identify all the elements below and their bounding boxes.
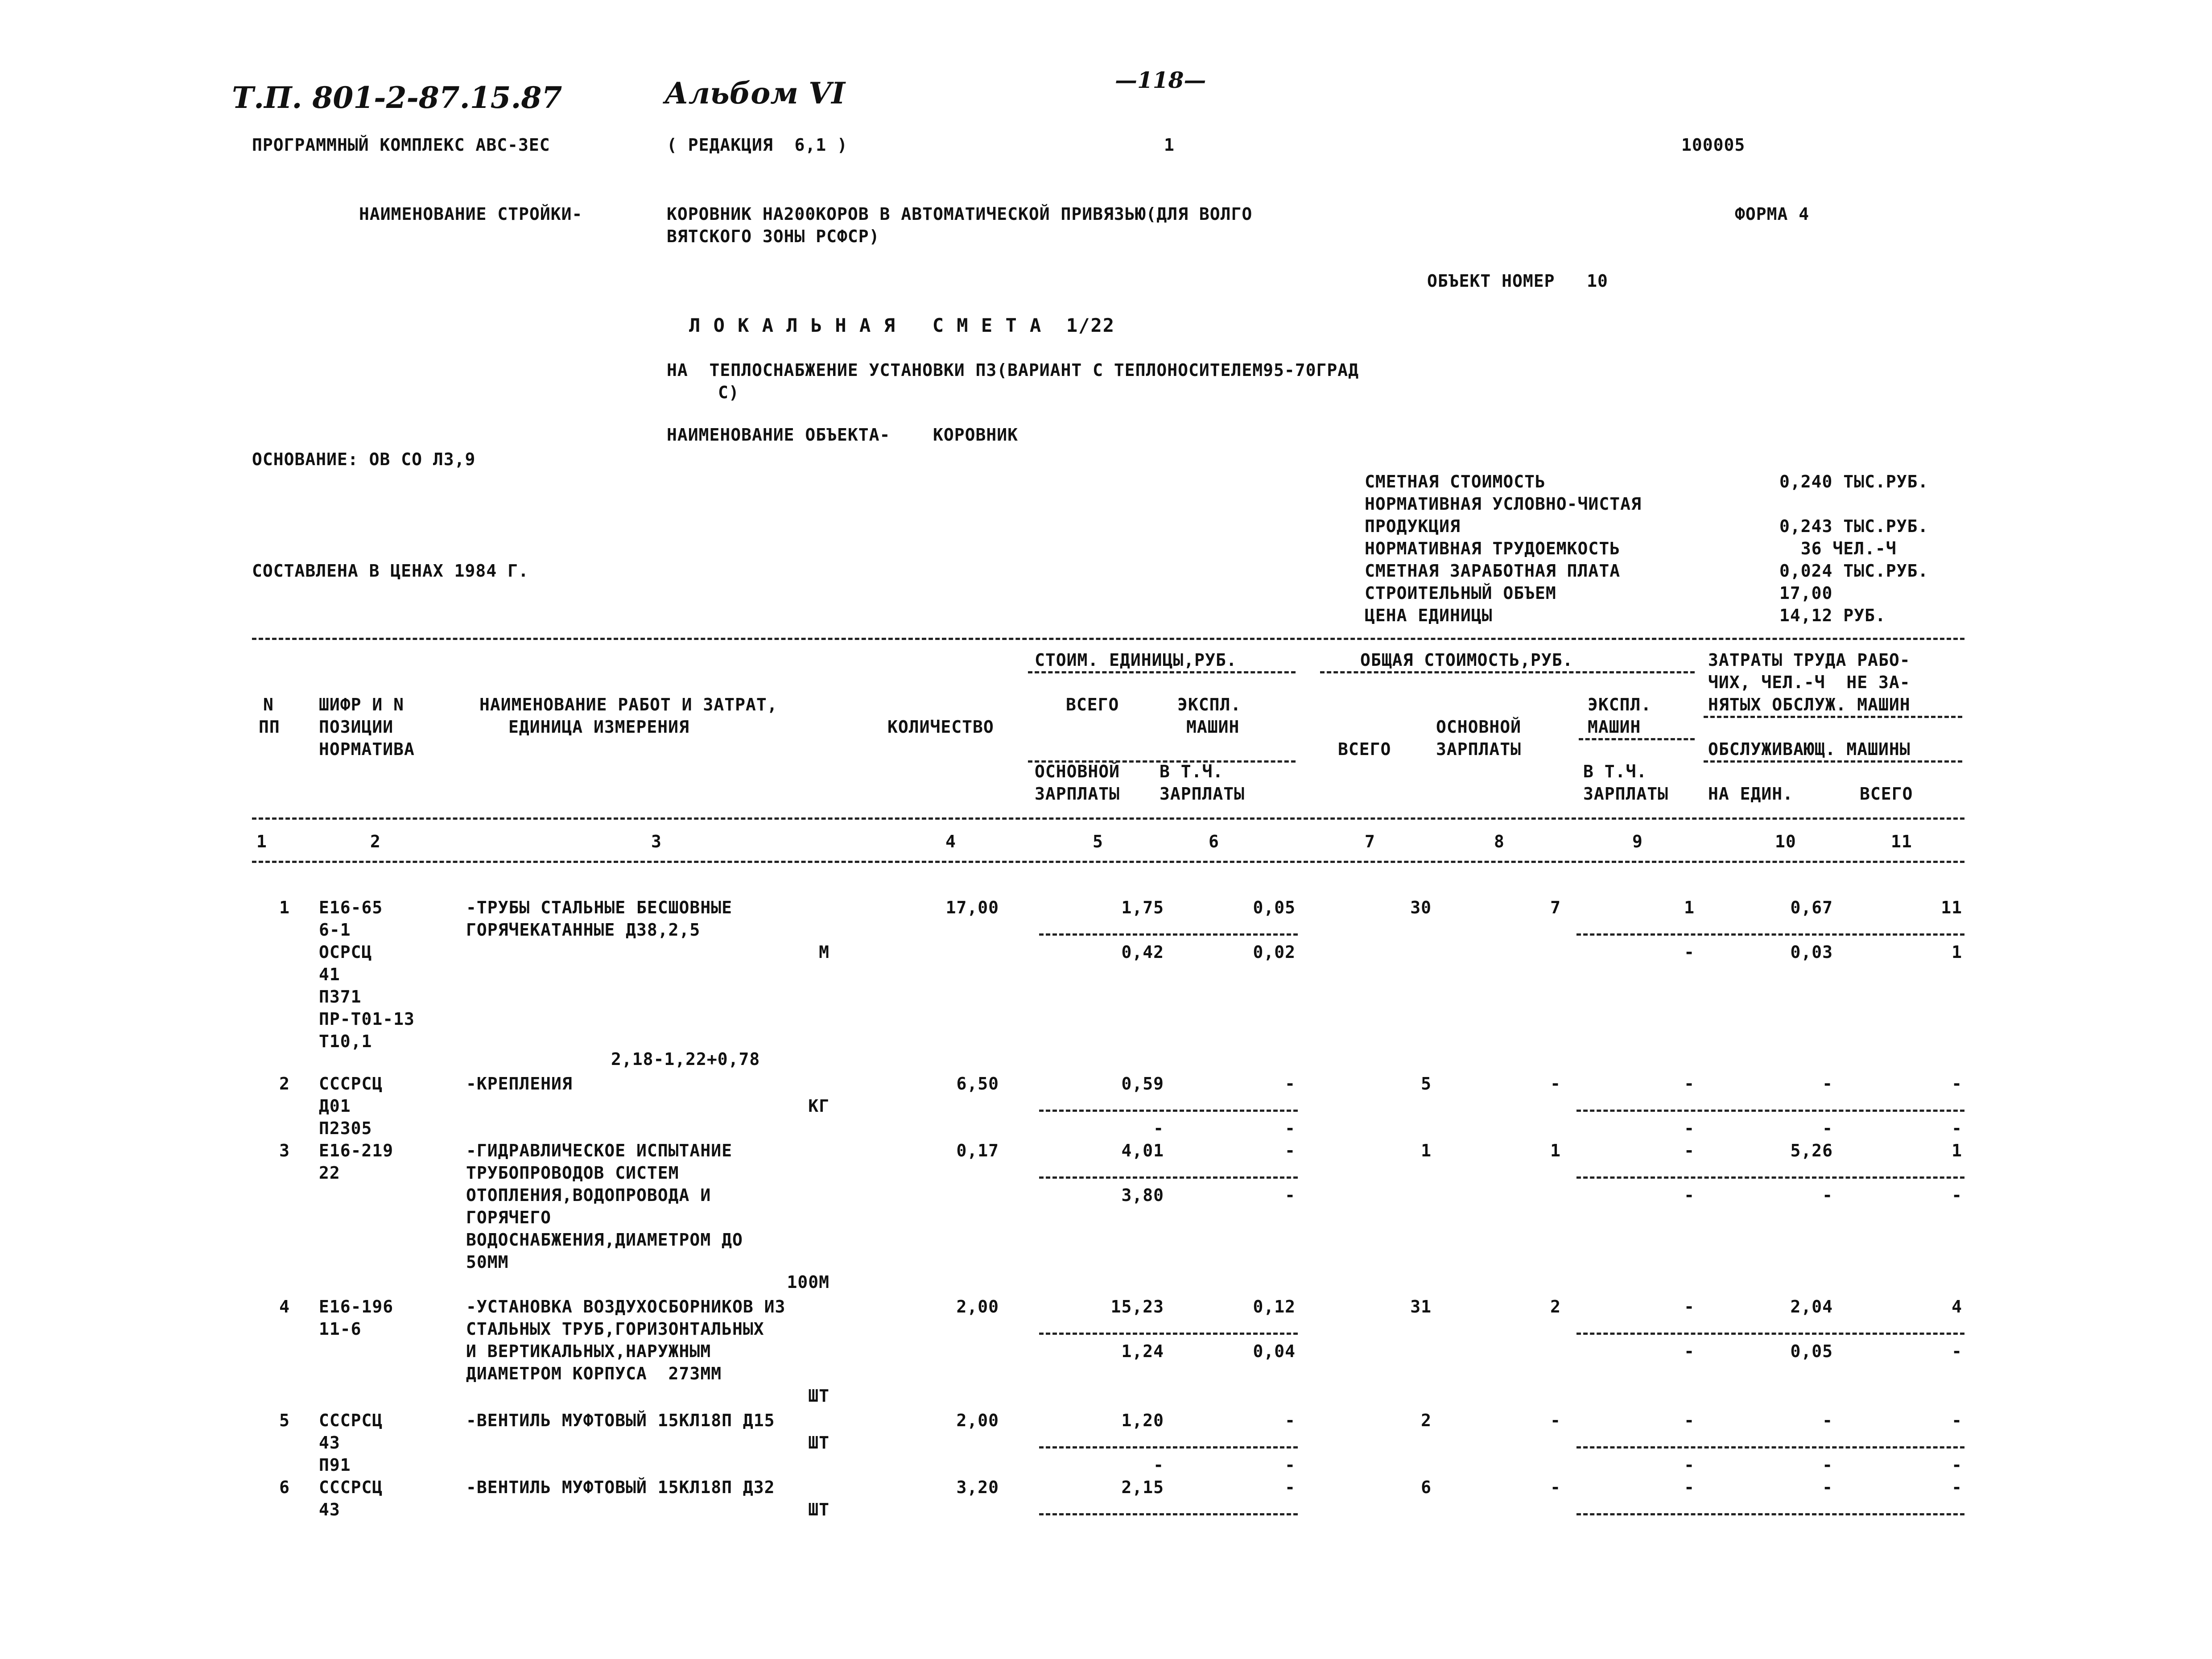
norm-code: П91 — [319, 1455, 351, 1475]
quantity: 6,50 — [956, 1074, 999, 1094]
edition: ( РЕДАКЦИЯ 6,1 ) — [667, 135, 848, 155]
labor-machines-unit: 0,05 — [1790, 1341, 1833, 1361]
construction-line-2: ВЯТСКОГО ЗОНЫ РСФСР) — [667, 227, 880, 246]
summary-label: ПРОДУКЦИЯ — [1365, 516, 1461, 536]
unit-cost-total: 4,01 — [1121, 1141, 1164, 1160]
header-inner-rule — [1320, 671, 1695, 673]
row-number: 1 — [279, 898, 290, 917]
labor-machines-unit: 0,03 — [1790, 942, 1833, 962]
unit-of-measure: ШТ — [808, 1433, 830, 1453]
quantity-formula: 2,18-1,22+0,78 — [611, 1049, 760, 1069]
unit-cost-total: 15,23 — [1110, 1297, 1164, 1316]
column-number: 5 — [1093, 832, 1103, 851]
work-name: 50ММ — [466, 1252, 509, 1272]
col-4-header: КОЛИЧЕСТВО — [887, 717, 994, 737]
unit-cost-total: 2,15 — [1121, 1477, 1164, 1497]
summary-value: 36 ЧЕЛ.-Ч — [1779, 539, 1897, 558]
labor-total: - — [1952, 1411, 1962, 1430]
work-name: И ВЕРТИКАЛЬНЫХ,НАРУЖНЫМ — [466, 1341, 711, 1361]
machine-cost: - — [1684, 1074, 1695, 1094]
base-salary-unit: 3,80 — [1121, 1185, 1164, 1205]
labor-machines-total: - — [1952, 1341, 1962, 1361]
program-name: ПРОГРАММНЫЙ КОМПЛЕКС АВС-3ЕС — [252, 135, 550, 155]
column-number: 7 — [1365, 832, 1375, 851]
norm-code: 41 — [319, 965, 340, 984]
col-2-header-b: ПОЗИЦИИ — [319, 717, 394, 737]
col-9-header-c: В Т.Ч. — [1583, 762, 1647, 781]
unit-cost-total: 1,20 — [1121, 1411, 1164, 1430]
column-number: 2 — [370, 832, 381, 851]
price-level: СОСТАВЛЕНА В ЦЕНАХ 1984 Г. — [252, 561, 529, 581]
machine-salary-unit: - — [1285, 1118, 1296, 1138]
row-number: 4 — [279, 1297, 290, 1316]
estimate-subject-line-2: С) — [718, 383, 739, 402]
labor-header-1: ЗАТРАТЫ ТРУДА РАБО- — [1708, 650, 1911, 670]
unit-of-measure: ШТ — [808, 1500, 830, 1519]
labor-total: - — [1952, 1074, 1962, 1094]
total-cost: 1 — [1421, 1141, 1432, 1160]
work-name: ГОРЯЧЕГО — [466, 1208, 552, 1227]
row-number: 3 — [279, 1141, 290, 1160]
unit-of-measure: М — [819, 942, 830, 962]
column-number: 11 — [1891, 832, 1912, 851]
norm-code: 43 — [319, 1500, 340, 1519]
work-name: ВОДОСНАБЖЕНИЯ,ДИАМЕТРОМ ДО — [466, 1230, 743, 1250]
col-8-header-a: ОСНОВНОЙ — [1436, 717, 1522, 737]
header-inner-rule — [1579, 738, 1695, 740]
machine-salary-total: - — [1684, 1118, 1695, 1138]
col-11-header: ВСЕГО — [1860, 784, 1913, 804]
machine-salary-total: - — [1684, 1341, 1695, 1361]
object-number: ОБЪЕКТ НОМЕР 10 — [1427, 271, 1608, 291]
table-top-rule — [252, 638, 1964, 640]
total-cost: 6 — [1421, 1477, 1432, 1497]
labor-per-unit: - — [1822, 1411, 1833, 1430]
work-name: -ВЕНТИЛЬ МУФТОВЫЙ 15КЛ18П Д15 — [466, 1411, 775, 1430]
base-salary-unit: 1,24 — [1121, 1341, 1164, 1361]
norm-code: СССРСЦ — [319, 1411, 383, 1430]
norm-code: ПР-Т01-13 — [319, 1009, 415, 1029]
header-inner-rule — [1704, 760, 1962, 763]
norm-code: Д01 — [319, 1096, 351, 1116]
quantity: 2,00 — [956, 1297, 999, 1316]
col-2-header-a: ШИФР И N — [319, 695, 404, 714]
row-sub-rule — [1576, 1446, 1964, 1449]
column-number: 8 — [1494, 832, 1505, 851]
total-cost-group-header: ОБЩАЯ СТОИМОСТЬ,РУБ. — [1360, 650, 1573, 670]
form-label: ФОРМА 4 — [1735, 204, 1810, 224]
col-9-header-b: МАШИН — [1588, 717, 1641, 737]
norm-code: Т10,1 — [319, 1032, 372, 1051]
quantity: 17,00 — [945, 898, 999, 917]
quantity: 0,17 — [956, 1141, 999, 1160]
summary-value: 0,243 ТЫС.РУБ. — [1779, 516, 1929, 536]
machine-salary-unit: - — [1285, 1185, 1296, 1205]
base-salary-unit: - — [1153, 1118, 1164, 1138]
base-salary: - — [1550, 1411, 1561, 1430]
col-3-header-b: ЕДИНИЦА ИЗМЕРЕНИЯ — [508, 717, 689, 737]
norm-code: Е16-219 — [319, 1141, 394, 1160]
col-10-header: НА ЕДИН. — [1708, 784, 1794, 804]
labor-total: 11 — [1941, 898, 1962, 917]
col-6-header-d: ЗАРПЛАТЫ — [1160, 784, 1245, 804]
base-salary: 1 — [1550, 1141, 1561, 1160]
unit-cost-group-header: СТОИМ. ЕДИНИЦЫ,РУБ. — [1035, 650, 1237, 670]
labor-machines-total: 1 — [1952, 942, 1962, 962]
unit-cost-machines: - — [1285, 1141, 1296, 1160]
work-name: ДИАМЕТРОМ КОРПУСА 273ММ — [466, 1364, 722, 1383]
summary-label: СМЕТНАЯ СТОИМОСТЬ — [1365, 472, 1546, 491]
row-sub-rule — [1576, 1333, 1964, 1335]
norm-code: СССРСЦ — [319, 1074, 383, 1094]
col-5-header-b: ОСНОВНОЙ — [1035, 762, 1120, 781]
unit-of-measure: ШТ — [808, 1386, 830, 1406]
labor-per-unit: 0,67 — [1790, 898, 1833, 917]
row-number: 6 — [279, 1477, 290, 1497]
col-7-header: ВСЕГО — [1338, 739, 1391, 759]
row-sub-rule — [1039, 1513, 1298, 1515]
column-number: 4 — [945, 832, 956, 851]
row-sub-rule — [1039, 1110, 1298, 1112]
work-name: ТРУБОПРОВОДОВ СИСТЕМ — [466, 1163, 679, 1183]
norm-code: 43 — [319, 1433, 340, 1453]
base-salary: - — [1550, 1074, 1561, 1094]
row-number: 2 — [279, 1074, 290, 1094]
labor-header-3: НЯТЫХ ОБСЛУЖ. МАШИН — [1708, 695, 1911, 714]
labor-per-unit: - — [1822, 1477, 1833, 1497]
column-number: 9 — [1632, 832, 1643, 851]
col-1-header-b: ПП — [259, 717, 280, 737]
unit-cost-machines: 0,05 — [1253, 898, 1296, 917]
handwritten-page-number: —118— — [1115, 67, 1206, 93]
machine-salary-unit: 0,04 — [1253, 1341, 1296, 1361]
document-code: 100005 — [1681, 135, 1746, 155]
col-5-header-c: ЗАРПЛАТЫ — [1035, 784, 1120, 804]
row-sub-rule — [1576, 1176, 1964, 1179]
column-number: 3 — [651, 832, 662, 851]
norm-code: 22 — [319, 1163, 340, 1183]
machine-cost: - — [1684, 1141, 1695, 1160]
unit-of-measure: 100М — [787, 1272, 830, 1292]
row-sub-rule — [1039, 933, 1298, 936]
unit-cost-machines: - — [1285, 1411, 1296, 1430]
col-6-header-b: МАШИН — [1186, 717, 1240, 737]
norm-code: П371 — [319, 987, 362, 1007]
machine-cost: - — [1684, 1297, 1695, 1316]
col-8-header-b: ЗАРПЛАТЫ — [1436, 739, 1522, 759]
unit-cost-total: 0,59 — [1121, 1074, 1164, 1094]
row-sub-rule — [1039, 1333, 1298, 1335]
work-name: ОТОПЛЕНИЯ,ВОДОПРОВОДА И — [466, 1185, 711, 1205]
row-sub-rule — [1039, 1446, 1298, 1449]
unit-cost-machines: 0,12 — [1253, 1297, 1296, 1316]
construction-label: НАИМЕНОВАНИЕ СТРОЙКИ- — [359, 204, 583, 224]
estimate-subject-line-1: НА ТЕПЛОСНАБЖЕНИЕ УСТАНОВКИ ПЗ(ВАРИАНТ С ТЕПЛОНОСИТЕЛЕМ95-70ГРАД — [667, 360, 1359, 380]
summary-label: НОРМАТИВНАЯ ТРУДОЕМКОСТЬ — [1365, 539, 1621, 558]
norm-code: СССРСЦ — [319, 1477, 383, 1497]
labor-machines-total: - — [1952, 1118, 1962, 1138]
column-number: 1 — [256, 832, 267, 851]
object-name: НАИМЕНОВАНИЕ ОБЪЕКТА- КОРОВНИК — [667, 425, 1018, 445]
labor-machines-unit: - — [1822, 1118, 1833, 1138]
work-name: ГОРЯЧЕКАТАННЫЕ Д38,2,5 — [466, 920, 701, 940]
row-number: 5 — [279, 1411, 290, 1430]
base-salary: - — [1550, 1477, 1561, 1497]
base-salary: 2 — [1550, 1297, 1561, 1316]
row-sub-rule — [1576, 933, 1964, 936]
summary-label: НОРМАТИВНАЯ УСЛОВНО-ЧИСТАЯ — [1365, 494, 1642, 514]
summary-value: 17,00 — [1779, 583, 1833, 603]
summary-value: 14,12 РУБ. — [1779, 606, 1886, 625]
col-3-header-a: НАИМЕНОВАНИЕ РАБОТ И ЗАТРАТ, — [479, 695, 778, 714]
column-number: 6 — [1209, 832, 1219, 851]
labor-machines-total: - — [1952, 1455, 1962, 1475]
header-inner-rule — [1028, 671, 1296, 673]
labor-total: - — [1952, 1477, 1962, 1497]
total-cost: 30 — [1410, 898, 1432, 917]
unit-of-measure: КГ — [808, 1096, 830, 1116]
col-6-header-c: В Т.Ч. — [1160, 762, 1224, 781]
column-number: 10 — [1775, 832, 1796, 851]
labor-total: 1 — [1952, 1141, 1962, 1160]
total-cost: 31 — [1410, 1297, 1432, 1316]
norm-code: ОСРСЦ — [319, 942, 372, 962]
quantity: 2,00 — [956, 1411, 999, 1430]
labor-per-unit: 5,26 — [1790, 1141, 1833, 1160]
handwritten-album: Альбом VI — [664, 76, 846, 111]
unit-cost-machines: - — [1285, 1074, 1296, 1094]
labor-per-unit: - — [1822, 1074, 1833, 1094]
header-inner-rule — [1028, 760, 1296, 763]
row-sub-rule — [1039, 1176, 1298, 1179]
column-number-rule — [252, 861, 1964, 863]
norm-code: П2305 — [319, 1118, 372, 1138]
work-name: -ГИДРАВЛИЧЕСКОЕ ИСПЫТАНИЕ — [466, 1141, 732, 1160]
labor-machines-unit: - — [1822, 1455, 1833, 1475]
machine-salary-total: - — [1684, 1455, 1695, 1475]
document-title: Л О К А Л Ь Н А Я С М Е Т А 1/22 — [689, 314, 1115, 336]
total-cost: 2 — [1421, 1411, 1432, 1430]
work-name: СТАЛЬНЫХ ТРУБ,ГОРИЗОНТАЛЬНЫХ — [466, 1319, 764, 1339]
norm-code: 6-1 — [319, 920, 351, 940]
total-cost: 5 — [1421, 1074, 1432, 1094]
machine-cost: - — [1684, 1477, 1695, 1497]
unit-cost-machines: - — [1285, 1477, 1296, 1497]
construction-line-1: КОРОВНИК НА200КОРОВ В АВТОМАТИЧЕСКОЙ ПРИВЯЗЬЮ(ДЛЯ ВОЛГО — [667, 204, 1253, 224]
col-1-header-a: N — [263, 695, 274, 714]
col-9-header-a: ЭКСПЛ. — [1588, 695, 1652, 714]
summary-value: 0,240 ТЫС.РУБ. — [1779, 472, 1929, 491]
machine-cost: 1 — [1684, 898, 1695, 917]
labor-header-4: ОБСЛУЖИВАЮЩ. МАШИНЫ — [1708, 739, 1911, 759]
col-5-header-a: ВСЕГО — [1066, 695, 1119, 714]
labor-per-unit: 2,04 — [1790, 1297, 1833, 1316]
labor-total: 4 — [1952, 1297, 1962, 1316]
summary-label: ЦЕНА ЕДИНИЦЫ — [1365, 606, 1493, 625]
base-salary-unit: 0,42 — [1121, 942, 1164, 962]
handwritten-project-number: Т.П. 801-2-87.15.87 — [232, 80, 562, 115]
basis: ОСНОВАНИЕ: ОВ СО Л3,9 — [252, 450, 476, 469]
sheet-number: 1 — [1164, 135, 1175, 155]
work-name: -ТРУБЫ СТАЛЬНЫЕ БЕСШОВНЫЕ — [466, 898, 732, 917]
col-9-header-d: ЗАРПЛАТЫ — [1583, 784, 1669, 804]
machine-salary-unit: 0,02 — [1253, 942, 1296, 962]
norm-code: Е16-196 — [319, 1297, 394, 1316]
col-2-header-c: НОРМАТИВА — [319, 739, 415, 759]
norm-code: 11-6 — [319, 1319, 362, 1339]
labor-header-2: ЧИХ, ЧЕЛ.-Ч НЕ ЗА- — [1708, 673, 1911, 692]
machine-cost: - — [1684, 1411, 1695, 1430]
labor-machines-total: - — [1952, 1185, 1962, 1205]
machine-salary-total: - — [1684, 942, 1695, 962]
base-salary: 7 — [1550, 898, 1561, 917]
quantity: 3,20 — [956, 1477, 999, 1497]
machine-salary-unit: - — [1285, 1455, 1296, 1475]
machine-salary-total: - — [1684, 1185, 1695, 1205]
summary-value: 0,024 ТЫС.РУБ. — [1779, 561, 1929, 581]
unit-cost-total: 1,75 — [1121, 898, 1164, 917]
header-inner-rule — [1704, 716, 1962, 718]
work-name: -КРЕПЛЕНИЯ — [466, 1074, 573, 1094]
summary-label: СТРОИТЕЛЬНЫЙ ОБЪЕМ — [1365, 583, 1556, 603]
work-name: -ВЕНТИЛЬ МУФТОВЫЙ 15КЛ18П Д32 — [466, 1477, 775, 1497]
norm-code: Е16-65 — [319, 898, 383, 917]
header-bottom-rule — [252, 817, 1964, 820]
row-sub-rule — [1576, 1513, 1964, 1515]
summary-label: СМЕТНАЯ ЗАРАБОТНАЯ ПЛАТА — [1365, 561, 1621, 581]
col-6-header-a: ЭКСПЛ. — [1177, 695, 1242, 714]
labor-machines-unit: - — [1822, 1185, 1833, 1205]
work-name: -УСТАНОВКА ВОЗДУХОСБОРНИКОВ ИЗ — [466, 1297, 786, 1316]
row-sub-rule — [1576, 1110, 1964, 1112]
base-salary-unit: - — [1153, 1455, 1164, 1475]
